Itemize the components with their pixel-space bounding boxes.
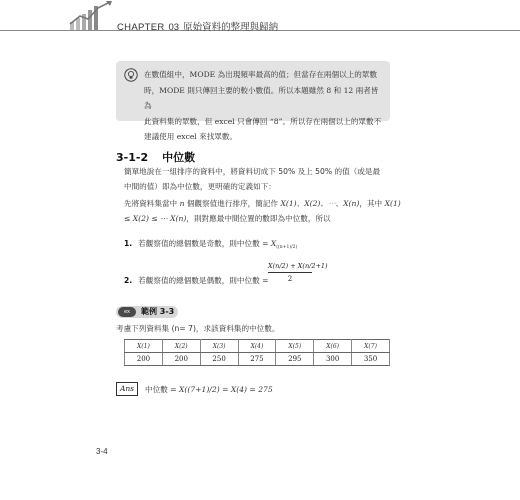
answer-badge: Ans <box>116 382 138 396</box>
table-header-cell: X(5) <box>276 340 314 353</box>
table-cell: 200 <box>162 353 200 366</box>
table-cell: 295 <box>276 353 314 366</box>
example-badge: ex <box>118 307 136 317</box>
math-sequence: X(1)、X(2)、⋯、X(n) <box>280 199 360 208</box>
note-line: 此資料集的眾數，但 excel 只會傳回 “8”。所以存在兩個以上的眾數不 <box>144 116 382 126</box>
formula-subscript: ((n+1)/2) <box>276 245 298 250</box>
note-line: 建議使用 excel 來找眾數。 <box>144 132 238 141</box>
formula-numerator: X(n/2) + X(n/2+1) <box>268 262 328 270</box>
chapter-logo-icon <box>68 0 118 32</box>
chapter-label: CHAPTER <box>117 22 165 33</box>
ordering-paragraph <box>124 197 401 226</box>
table-cell: 300 <box>314 353 352 366</box>
table-header-cell: X(2) <box>162 340 200 353</box>
data-table <box>124 339 390 366</box>
chapter-header <box>117 19 278 33</box>
table-cell: 350 <box>352 353 390 366</box>
note-text <box>144 67 384 145</box>
section-title <box>116 149 195 165</box>
page-number: 3-4 <box>96 447 108 456</box>
paragraph-text: 先將資料集當中 <box>124 199 178 208</box>
item-number: 1. <box>124 239 133 248</box>
paragraph-line: 中間的值）即為中位數，更明確的定義如下： <box>124 181 276 191</box>
formula-symbol: X <box>270 239 277 248</box>
item-number: 2. <box>124 276 133 285</box>
table-header-row <box>125 340 390 353</box>
table-header-cell: X(1) <box>125 340 163 353</box>
note-line: 在數值組中，MODE 為出現頻率最高的值；但當存在兩個以上的眾數 <box>144 70 378 79</box>
example-question: 考慮下列資料集 (n= 7)，求該資料集的中位數。 <box>116 324 280 333</box>
answer-expression: X((7+1)/2) = X(4) = 275 <box>178 385 273 394</box>
example-label: 範例 3-3 <box>141 307 175 316</box>
fraction-bar <box>268 272 312 273</box>
definition-paragraph <box>124 165 394 194</box>
table-cell: 275 <box>238 353 276 366</box>
math-n: n <box>179 199 185 208</box>
formula-denominator: 2 <box>287 275 293 283</box>
table-cell: 200 <box>125 353 163 366</box>
paragraph-text: 個觀察值進行排序，簡記作 <box>186 199 279 208</box>
rule-odd <box>124 238 297 250</box>
section-number: 3-1-2 <box>116 151 149 164</box>
table-header-cell: X(7) <box>352 340 390 353</box>
section-name: 中位數 <box>162 151 196 164</box>
paragraph-line: 簡單地說在一組排序的資料中，將資料切成下 50% 及上 50% 的值（或是最 <box>124 167 381 176</box>
rule-even <box>124 275 268 286</box>
note-line: 時，MODE 則只傳回主要的較小數值。所以本題雖然 8 和 12 兩者皆為 <box>144 85 379 110</box>
answer-label: 中位數 = <box>145 385 179 394</box>
math-x1: X(1) <box>384 199 401 208</box>
item-text: 若觀察值的總個數是奇數，則中位數 = <box>138 239 271 248</box>
table-header-cell: X(6) <box>314 340 352 353</box>
item-text: 若觀察值的總個數是偶數，則中位數 = <box>138 276 269 285</box>
table-row <box>125 353 390 366</box>
table-cell: 250 <box>200 353 238 366</box>
math-inequality: ≤ X(2) ≤ ⋯ X(n) <box>124 213 187 223</box>
lightbulb-icon <box>124 68 138 82</box>
table-header-cell: X(4) <box>238 340 276 353</box>
chapter-title: 原始資料的整理與歸納 <box>183 22 279 33</box>
paragraph-text: ，則對應最中間位置的數即為中位數，所以 <box>186 213 331 223</box>
formula-even <box>268 262 328 283</box>
table-header-cell: X(3) <box>200 340 238 353</box>
chapter-number: 03 <box>168 22 180 33</box>
formula-odd <box>271 239 297 248</box>
paragraph-text: ，其中 <box>359 199 383 208</box>
answer-text <box>145 384 273 395</box>
